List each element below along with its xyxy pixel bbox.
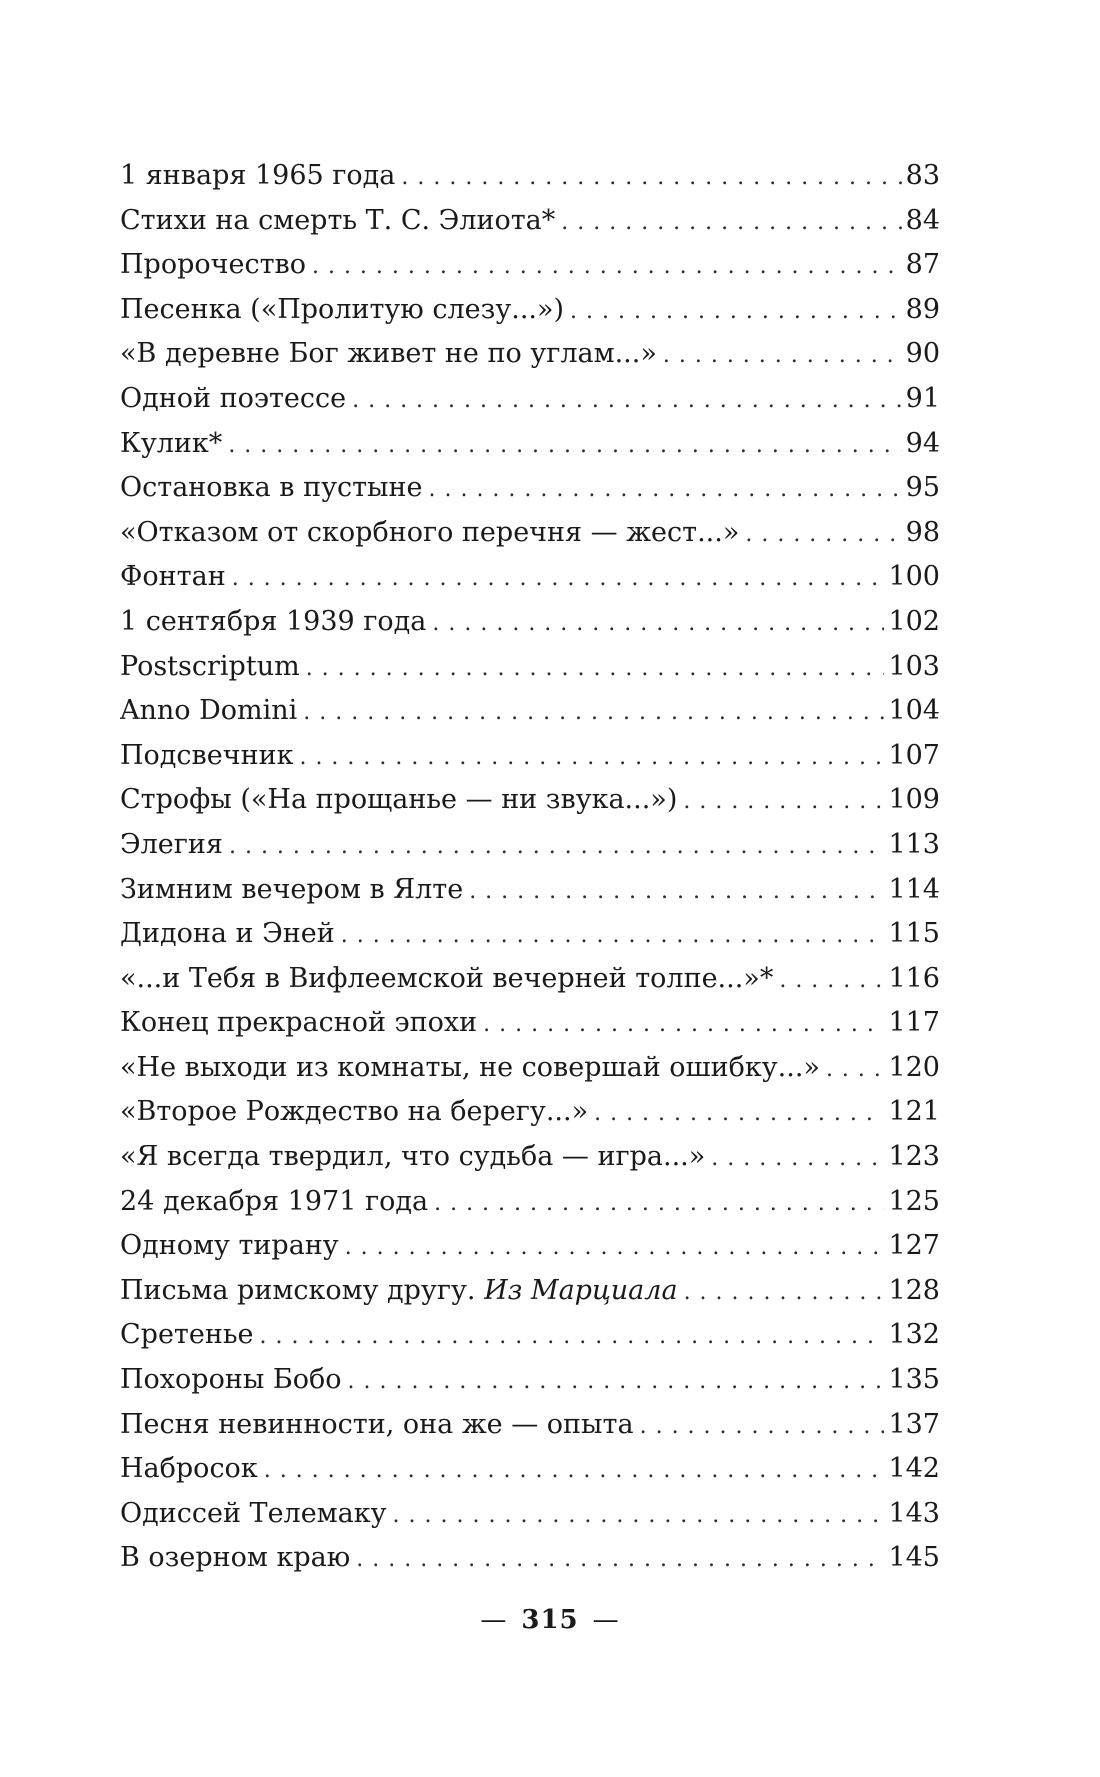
toc-entry — [120, 823, 940, 868]
toc-entry — [120, 243, 940, 288]
toc-entry — [120, 1403, 940, 1448]
toc-entry-title — [120, 1090, 588, 1135]
toc-entry-title — [120, 868, 463, 913]
toc-entry-title-text: Элегия — [120, 828, 223, 860]
toc-entry-page-number: 113 — [888, 828, 940, 860]
toc-entry-title-text: «Второе Рождество на берегу...» — [120, 1096, 589, 1128]
toc-entry-title-text: Одной поэтессе — [120, 382, 347, 414]
toc-entry — [120, 511, 940, 556]
toc-entry-title — [120, 511, 739, 556]
toc-entry — [120, 1090, 940, 1135]
toc-entry-title — [120, 154, 395, 199]
toc-entry-page-number: 115 — [888, 918, 940, 950]
toc-entry-title — [120, 1001, 477, 1046]
toc-dot-leader — [356, 1538, 884, 1581]
toc-entry-title-text: «...и Тебя в Вифлеемской вечерней толпе...»* — [120, 962, 774, 994]
toc-entry — [120, 466, 940, 511]
toc-dot-leader — [469, 870, 884, 913]
toc-entry-page-number: 89 — [905, 293, 940, 325]
toc-entry-page-number: 90 — [905, 338, 940, 370]
toc-entry — [120, 1313, 940, 1358]
toc-dot-leader — [745, 513, 901, 556]
toc-dot-leader — [352, 379, 902, 422]
toc-entry-title — [120, 377, 346, 422]
toc-entry-subtitle: Из Марциала — [484, 1274, 678, 1306]
toc-entry-title-text: Песенка («Пролитую слезу...») — [120, 293, 565, 325]
toc-dot-leader — [683, 780, 884, 823]
toc-entry — [120, 734, 940, 779]
toc-entry-title-text: Дидона и Эней — [120, 918, 335, 950]
page-number-footer — [0, 1605, 1100, 1635]
toc-entry-title — [120, 466, 422, 511]
toc-entry — [120, 1224, 940, 1269]
toc-entry-title — [120, 1492, 387, 1537]
toc-entry — [120, 199, 940, 244]
toc-entry-title — [120, 422, 222, 467]
toc-entry-title — [120, 645, 300, 690]
toc-entry-title-text: Похороны Бобо — [120, 1364, 342, 1396]
toc-entry-page-number: 95 — [905, 472, 940, 504]
toc-entry-title — [120, 555, 226, 600]
toc-entry — [120, 912, 940, 957]
toc-entry-title — [120, 912, 335, 957]
toc-dot-leader — [401, 156, 901, 199]
toc-entry-title-text: Строфы («На прощанье — ни звука...») — [120, 784, 678, 816]
toc-dot-leader — [779, 959, 884, 1002]
toc-entry-title-text: Пророчество — [120, 249, 306, 281]
toc-entry-title — [120, 332, 657, 377]
toc-entry — [120, 377, 940, 422]
toc-entry-page-number: 143 — [888, 1497, 940, 1529]
toc-entry-page-number: 123 — [888, 1141, 940, 1173]
toc-entry — [120, 288, 940, 333]
toc-entry-title — [120, 778, 677, 823]
toc-entry-page-number: 135 — [888, 1364, 940, 1396]
toc-entry-title-text: Зимним вечером в Ялте — [120, 873, 464, 905]
toc-entry-page-number: 83 — [905, 160, 940, 191]
toc-entry-page-number: 145 — [888, 1542, 940, 1574]
toc-entry-title — [120, 1046, 820, 1091]
toc-entry-title — [120, 199, 555, 244]
toc-entry-title — [120, 1358, 342, 1403]
toc-entry-title-text: 1 сентября 1939 года — [120, 605, 427, 637]
toc-entry — [120, 1046, 940, 1091]
toc-dot-leader — [264, 1449, 885, 1492]
toc-dot-leader — [348, 1360, 885, 1403]
toc-entry-title-text: «Я всегда твердил, что судьба — игра...» — [120, 1141, 706, 1173]
toc-entry — [120, 645, 940, 690]
toc-entry-title-text: Стихи на смерть Т. С. Элиота* — [120, 204, 556, 236]
toc-entry-title-text: Фонтан — [120, 561, 226, 593]
toc-entry-title-text: 1 января 1965 года — [120, 160, 396, 191]
toc-entry-page-number: 103 — [888, 650, 940, 682]
toc-dot-leader — [303, 691, 884, 734]
toc-dot-leader — [260, 1315, 885, 1358]
toc-entry-title — [120, 689, 297, 734]
toc-entry-page-number: 125 — [888, 1185, 940, 1217]
toc-entry-page-number: 114 — [888, 873, 940, 905]
toc-entry-title-text: 24 декабря 1971 года — [120, 1185, 429, 1217]
toc-entry — [120, 957, 940, 1002]
toc-dot-leader — [594, 1092, 884, 1135]
toc-dot-leader — [483, 1003, 884, 1046]
toc-entry-page-number: 132 — [888, 1319, 940, 1351]
toc-dot-leader — [434, 1182, 884, 1225]
toc-entry-page-number: 116 — [888, 962, 940, 994]
toc-entry-title — [120, 957, 773, 1002]
toc-entry-page-number: 128 — [888, 1274, 940, 1306]
toc-entry-title-text: Остановка в пустыне — [120, 472, 423, 504]
toc-entry-title — [120, 1224, 339, 1269]
toc-dot-leader — [306, 647, 885, 690]
toc-entry-title — [120, 1180, 428, 1225]
toc-dot-leader — [345, 1226, 885, 1269]
table-of-contents — [120, 154, 940, 1581]
toc-entry-page-number: 109 — [888, 784, 940, 816]
toc-dot-leader — [232, 557, 885, 600]
toc-entry-title-text: Конец прекрасной эпохи — [120, 1007, 478, 1039]
toc-entry — [120, 689, 940, 734]
toc-entry-page-number: 117 — [888, 1007, 940, 1039]
toc-entry-title — [120, 734, 293, 779]
toc-entry-page-number: 87 — [905, 249, 940, 281]
toc-entry — [120, 1492, 940, 1537]
toc-entry-title-text: Одному тирану — [120, 1230, 339, 1262]
toc-entry-title-text: «Отказом от скорбного перечня — жест...» — [120, 516, 740, 548]
toc-entry-page-number: 137 — [888, 1408, 940, 1440]
toc-dot-leader — [711, 1137, 884, 1180]
toc-entry-page-number: 102 — [888, 605, 940, 637]
toc-dot-leader — [684, 1271, 885, 1314]
toc-entry-title — [120, 600, 426, 645]
toc-entry — [120, 1135, 940, 1180]
toc-entry-page-number: 120 — [888, 1051, 940, 1083]
toc-entry-title — [120, 243, 306, 288]
toc-entry-title-text: Postscriptum — [120, 650, 300, 682]
toc-dot-leader — [299, 736, 884, 779]
toc-entry-title — [120, 1536, 350, 1581]
toc-dot-leader — [228, 424, 901, 467]
toc-dot-leader — [663, 334, 902, 377]
toc-entry — [120, 600, 940, 645]
folio-dash-right: — — [592, 1605, 620, 1635]
toc-entry-page-number: 94 — [905, 427, 940, 459]
toc-entry — [120, 1001, 940, 1046]
toc-dot-leader — [826, 1048, 885, 1091]
toc-dot-leader — [229, 825, 884, 868]
toc-entry — [120, 555, 940, 600]
toc-entry — [120, 422, 940, 467]
toc-entry — [120, 1536, 940, 1581]
toc-dot-leader — [393, 1494, 885, 1537]
toc-entry-title-text: Песня невинности, она же — опыта — [120, 1408, 634, 1440]
toc-dot-leader — [640, 1405, 885, 1448]
toc-dot-leader — [341, 914, 885, 957]
toc-entry-title-text: Кулик* — [120, 427, 223, 459]
toc-entry-title-text: Письма римскому другу. — [120, 1274, 476, 1306]
toc-entry — [120, 154, 940, 199]
toc-entry-title — [120, 1403, 634, 1448]
toc-dot-leader — [432, 602, 884, 645]
toc-entry-page-number: 91 — [905, 382, 940, 414]
toc-dot-leader — [570, 290, 902, 333]
toc-entry-title — [120, 1447, 258, 1492]
toc-entry-title-text: Набросок — [120, 1453, 258, 1485]
toc-entry-title — [120, 1313, 254, 1358]
toc-dot-leader — [561, 201, 901, 244]
toc-entry-page-number: 107 — [888, 739, 940, 771]
toc-entry-title-text: Anno Domini — [120, 695, 298, 727]
toc-entry-page-number: 121 — [888, 1096, 940, 1128]
toc-entry-title — [120, 1269, 678, 1314]
toc-entry-title-text: «В деревне Бог живет не по углам...» — [120, 338, 657, 370]
toc-entry-title-text: Сретенье — [120, 1319, 254, 1351]
toc-entry-page-number: 84 — [905, 204, 940, 236]
toc-entry — [120, 332, 940, 377]
toc-entry-page-number: 127 — [888, 1230, 940, 1262]
toc-entry-title — [120, 288, 564, 333]
toc-entry-page-number: 104 — [888, 695, 940, 727]
toc-entry — [120, 1180, 940, 1225]
toc-entry — [120, 778, 940, 823]
folio-dash-left: — — [480, 1605, 508, 1635]
toc-dot-leader — [312, 245, 902, 288]
toc-entry — [120, 1447, 940, 1492]
toc-entry — [120, 1269, 940, 1314]
toc-entry — [120, 1358, 940, 1403]
toc-entry-title-text: Подсвечник — [120, 739, 294, 771]
toc-entry-title — [120, 1135, 705, 1180]
toc-entry-title-text: «Не выходи из комнаты, не совершай ошибку...» — [120, 1051, 820, 1083]
toc-entry-title — [120, 823, 223, 868]
toc-dot-leader — [428, 468, 901, 511]
toc-entry-page-number: 98 — [905, 516, 940, 548]
toc-entry — [120, 868, 940, 913]
toc-entry-title-text: Одиссей Телемаку — [120, 1497, 387, 1529]
toc-entry-page-number: 142 — [888, 1453, 940, 1485]
toc-entry-title-text: В озерном краю — [120, 1542, 351, 1574]
toc-entry-page-number: 100 — [888, 561, 940, 593]
folio-number: 315 — [521, 1605, 579, 1635]
